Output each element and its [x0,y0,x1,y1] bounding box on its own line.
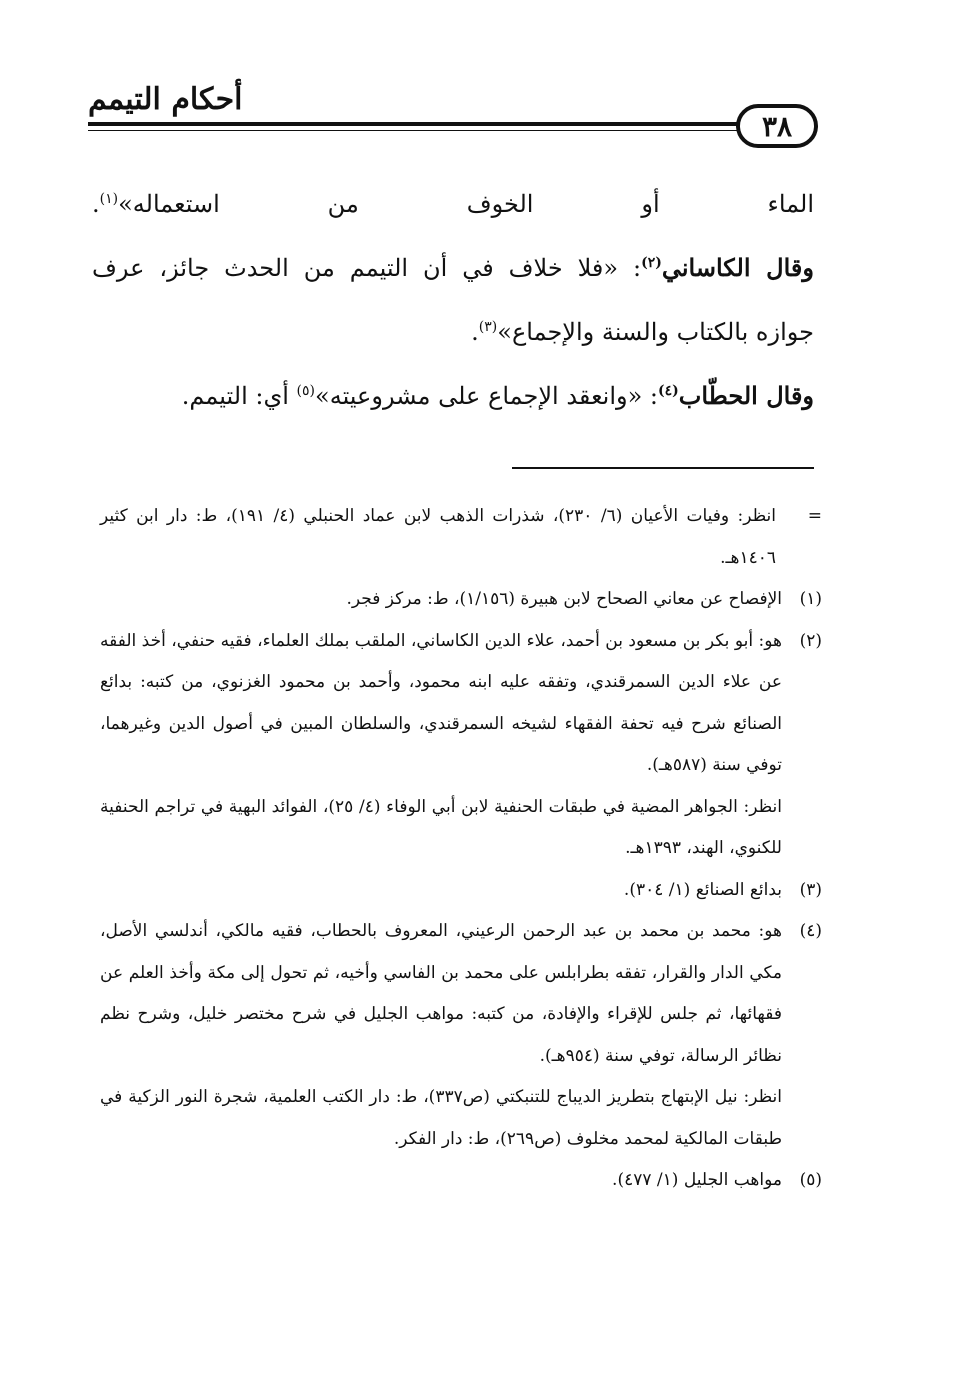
body-line-1: الماء أو الخوف من استعماله»$^{(١)}$. [92,190,814,218]
footnote-ref: (٤) [657,383,679,399]
footnote-ref: (٥) [296,383,316,399]
footnote-3: (٣) بدائع الصنائع (١/ ٣٠٤). [100,870,822,912]
footnote-4: (٤) هو: محمد بن محمد بن عبد الرحمن الرعيني، المعروف بالحطاب، فقيه مالكي، أندلسي الأصل، مكي الدار والقرار، تفقه بطرابلس على محمد بن الفاسي وأخيه، ثم تحول إلى مكة وأخذ العلم عن فقهائها، ثم جلس للإقراء والإفادة، من كتبه: مواهب الجليل في شرح مختصر خليل، وشرح نظم نظائر الرسالة، توفي سنة (٩٥٤هـ). [100,911,822,1077]
footnote-2-reference: انظر: الجواهر المضية في طبقات الحنفية لابن أبي الوفاء (٤/ ٢٥)، الفوائد البهية في تراجم الحنفية للكنوي، الهند، ١٣٩٣هـ. [100,796,782,858]
footnote-separator [512,467,814,469]
footnote-ref: (٣) [478,319,498,335]
speaker-name: وقال الكاساني [661,253,814,282]
speaker-name: وقال الحطّاب [678,381,814,410]
footnote-number: (٣) [799,879,822,900]
page-number: ٣٨ [736,104,818,148]
page-header [88,78,818,150]
footnotes [100,496,822,1202]
footnote-number: (١) [799,589,822,609]
running-title: أحكام التيمم [88,82,243,117]
footnote-number: (٥) [799,1170,822,1190]
footnote-ref: (٢) [641,255,662,271]
header-rule-thin [88,130,738,131]
footnote-1: (١) الإفصاح عن معاني الصحاح لابن هبيرة (١/١٥٦)، ط: مركز فجر. [100,579,822,621]
main-text [92,172,814,428]
footnote-4-reference: انظر: نيل الإبتهاج بتطريز الديباج للتنبكتي (ص٣٣٧)، ط: دار الكتب العلمية، شجرة النور الزكية في طبقات المالكية لمحمد مخلوف (ص٢٦٩)، ط: دار الفكر. [100,1087,782,1149]
footnote-2: (٢) هو: أبو بكر بن مسعود بن أحمد، علاء الدين الكاساني، الملقب بملك العلماء، فقيه حنفي، أخذ الفقه عن علاء الدين السمرقندي، وتفقه عليه ابنه محمود، وأحمد بن محمود الغزنوي، من كتبه: بدائع الصنائع شرح فيه تحفة الفقهاء لشيخه السمرقندي، والسلطان المبين في أصول الدين وغيرهما، توفي سنة (٥٨٧هـ). [100,621,822,787]
footnote-number: (٤) [799,921,822,941]
footnote-ref: (١) [99,191,119,207]
footnote-continuation: = انظر: وفيات الأعيان (٦/ ٢٣٠)، شذرات الذهب لابن عماد الحنبلي (٤/ ١٩١)، ط: دار ابن كثير ١٤٠٦هـ. [100,496,822,579]
footnote-5: (٥) مواهب الجليل (١/ ٤٧٧). [100,1160,822,1202]
footnote-number: (٢) [799,630,822,651]
header-rule-thick [88,122,738,126]
body-line-2: وقال الكاساني$^{(٢)}$: «فلا خلاف في أن التيمم من الحدث جائز، عرف [92,253,814,282]
continuation-mark: = [807,506,822,526]
body-line-3: جوازه بالكتاب والسنة والإجماع»$^{(٣)}$. [471,318,814,346]
body-line-4: وقال الحطّاب$^{(٤)}$: «وانعقد الإجماع على مشروعيته»$^{(٥)}$ أي: التيمم. [181,381,814,410]
